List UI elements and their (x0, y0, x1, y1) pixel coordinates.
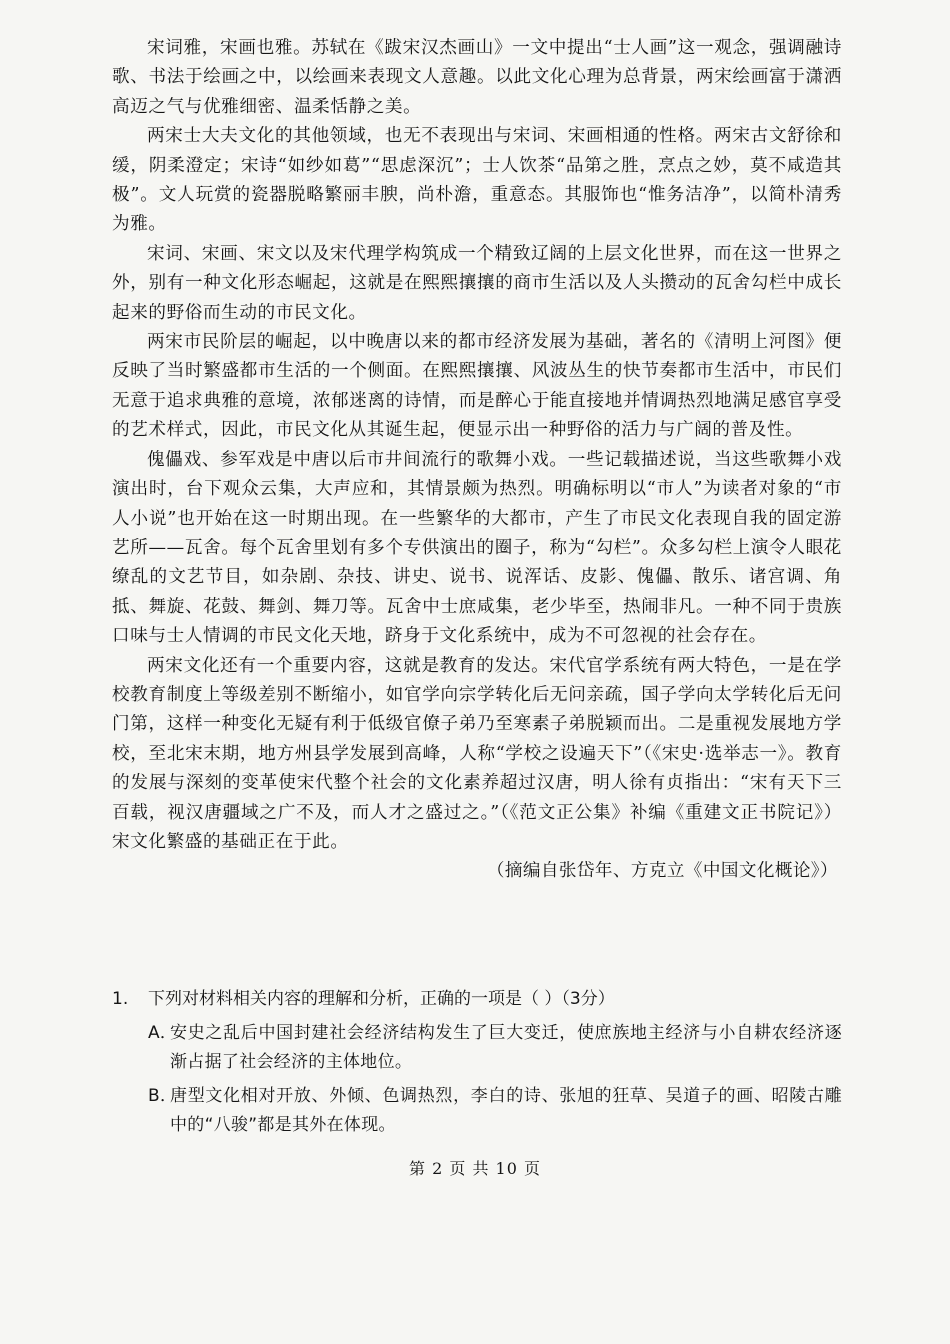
passage-paragraph: 两宋文化还有一个重要内容，这就是教育的发达。宋代官学系统有两大特色，一是在学校教育制度上等级差别不断缩小，如官学向宗学转化后无问亲疏，国子学向太学转化后无问门第，这样一种变化无疑有利于低级官僚子弟乃至寒素子弟脱颖而出。二是重视发展地方学校，至北宋末期，地方州县学发展到高峰，人称“学校之设遍天下”（《宋史·选举志一》。教育的发展与深刻的变革使宋代整个社会的文化素养超过汉唐，明人徐有贞指出：“宋有天下三百载，视汉唐疆域之广不及，而人才之盛过之。”（《范文正公集》补编《重建文正书院记》）宋文化繁盛的基础正在于此。 (112, 655, 842, 852)
passage-paragraph: 宋词雅，宋画也雅。苏轼在《跋宋汉杰画山》一文中提出“士人画”这一观念，强调融诗歌、书法于绘画之中，以绘画来表现文人意趣。以此文化心理为总背景，两宋绘画富于潇洒高迈之气与优雅细密、温柔恬静之美。 (112, 38, 842, 117)
passage-paragraph: 两宋士大夫文化的其他领域，也无不表现出与宋词、宋画相通的性格。两宋古文舒徐和缓，阴柔澄定；宋诗“如纱如葛”“思虑深沉”；士人饮茶“品第之胜，烹点之妙，莫不咸造其极”。文人玩赏的瓷器脱略繁丽丰腴，尚朴澹，重意态。其服饰也“惟务洁净”，以简朴清秀为雅。 (112, 126, 842, 235)
question-1 (112, 985, 842, 1140)
page-number: 第 2 页 共 10 页 (409, 1159, 541, 1178)
question-stem (112, 985, 842, 1014)
passage-source: （摘编自张岱年、方克立《中国文化概论》） (486, 861, 838, 882)
passage-paragraph: 傀儡戏、参军戏是中唐以后市井间流行的歌舞小戏。一些记载描述说，当这些歌舞小戏演出时，台下观众云集，大声应和，其情景颇为热烈。明确标明以“市人”为读者对象的“市人小说”也开始在这一时期出现。在一些繁华的大都市，产生了市民文化表现自我的固定游艺所——瓦舍。每个瓦舍里划有多个专供演出的圈子，称为“勾栏”。众多勾栏上演令人眼花缭乱的文艺节目，如杂剧、杂技、讲史、说书、说浑话、皮影、傀儡、散乐、诸宫调、角抵、舞旋、花鼓、舞剑、舞刀等。瓦舍中士庶咸集，老少毕至，热闹非凡。一种不同于贵族口味与士人情调的市民文化天地，跻身于文化系统中，成为不可忽视的社会存在。 (112, 449, 842, 647)
option-a (112, 1019, 842, 1077)
reading-passage (112, 34, 842, 887)
option-text: 安史之乱后中国封建社会经济结构发生了巨大变迁，使庶族地主经济与小自耕农经济逐渐占据了社会经济的主体地位。 (170, 1023, 842, 1072)
passage-paragraph: 宋词、宋画、宋文以及宋代理学构筑成一个精致辽阔的上层文化世界，而在这一世界之外，别有一种文化形态崛起，这就是在熙熙攘攘的商市生活以及人头攒动的瓦舍勾栏中成长起来的野俗而生动的市民文化。 (112, 243, 842, 323)
option-b (112, 1082, 842, 1140)
option-letter: B． (148, 1086, 178, 1106)
question-number: 1. (112, 989, 129, 1009)
passage-paragraph: 两宋市民阶层的崛起，以中晚唐以来的都市经济发展为基础，著名的《清明上河图》便反映了当时繁盛都市生活的一个侧面。在熙熙攘攘、风波丛生的快节奏都市生活中，市民们无意于追求典雅的意境，浓郁迷离的诗情，而是醉心于能直接地并情调热烈地满足感官享受的艺术样式，因此，市民文化从其诞生起，便显示出一种野俗的活力与广阔的普及性。 (112, 332, 842, 441)
question-text: 下列对材料相关内容的理解和分析，正确的一项是（ ）（3分） (148, 989, 615, 1009)
option-letter: A． (148, 1023, 178, 1043)
option-text: 唐型文化相对开放、外倾、色调热烈，李白的诗、张旭的狂草、吴道子的画、昭陵古雕中的“八骏”都是其外在体现。 (170, 1086, 842, 1135)
